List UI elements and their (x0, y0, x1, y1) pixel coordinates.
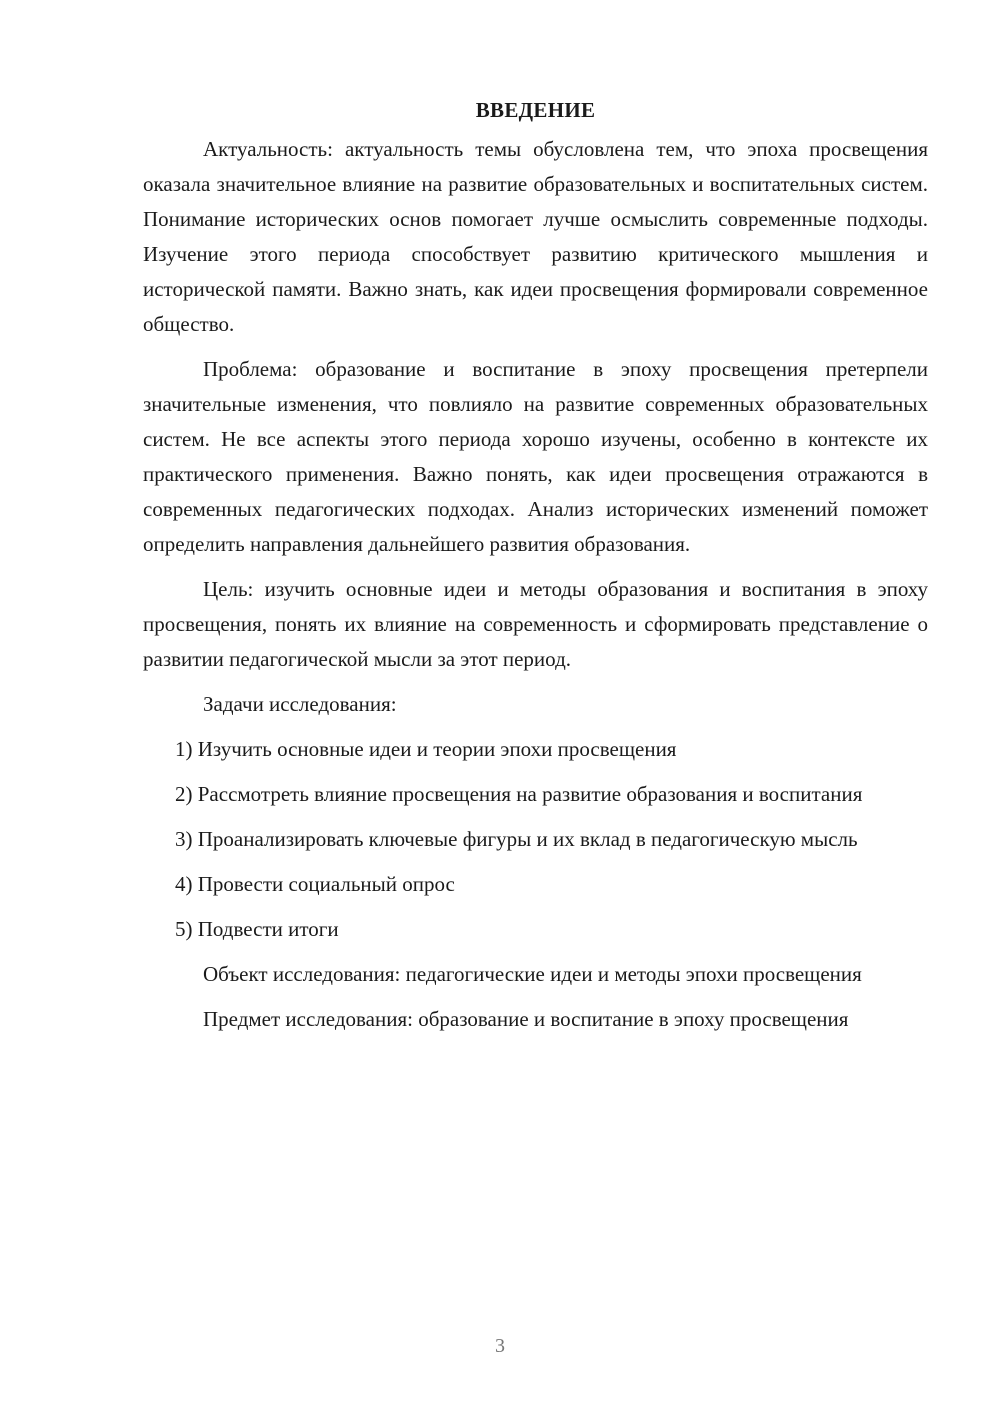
tasks-heading: Задачи исследования: (203, 692, 397, 716)
task-item-1: 1) Изучить основные идеи и теории эпохи просвещения (175, 737, 677, 761)
page-number: 3 (495, 1335, 505, 1357)
section-title: ВВЕДЕНИЕ (475, 98, 596, 122)
task-item-5: 5) Подвести итоги (175, 917, 339, 941)
goal-paragraph: Цель: изучить основные идеи и методы образования и воспитания в эпоху просвещения, понять их влияние на современность и сформировать представление о развитии педагогической мысли за этот период. (143, 577, 928, 671)
document-page (143, 96, 928, 1047)
task-item-4: 4) Провести социальный опрос (175, 872, 455, 896)
task-item-3: 3) Проанализировать ключевые фигуры и их вклад в педагогическую мысль (175, 827, 858, 851)
task-item-2: 2) Рассмотреть влияние просвещения на развитие образования и воспитания (175, 782, 863, 806)
problem-paragraph: Проблема: образование и воспитание в эпоху просвещения претерпели значительные изменения, что повлияло на развитие современных образовательных систем. Не все аспекты этого периода хорошо изучены, особенно в контексте их практического применения. Важно понять, как идеи просвещения отражаются в современных педагогических подходах. Анализ исторических изменений поможет определить направления дальнейшего развития образования. (143, 357, 928, 556)
research-subject-paragraph: Предмет исследования: образование и воспитание в эпоху просвещения (203, 1007, 849, 1031)
research-object-paragraph: Объект исследования: педагогические идеи и методы эпохи просвещения (203, 962, 862, 986)
relevance-paragraph: Актуальность: актуальность темы обусловлена тем, что эпоха просвещения оказала значительное влияние на развитие образовательных и воспитательных систем. Понимание исторических основ помогает лучше осмыслить современные подходы. Изучение этого периода способствует развитию критического мышления и исторической памяти. Важно знать, как идеи просвещения формировали современное общество. (143, 137, 928, 336)
